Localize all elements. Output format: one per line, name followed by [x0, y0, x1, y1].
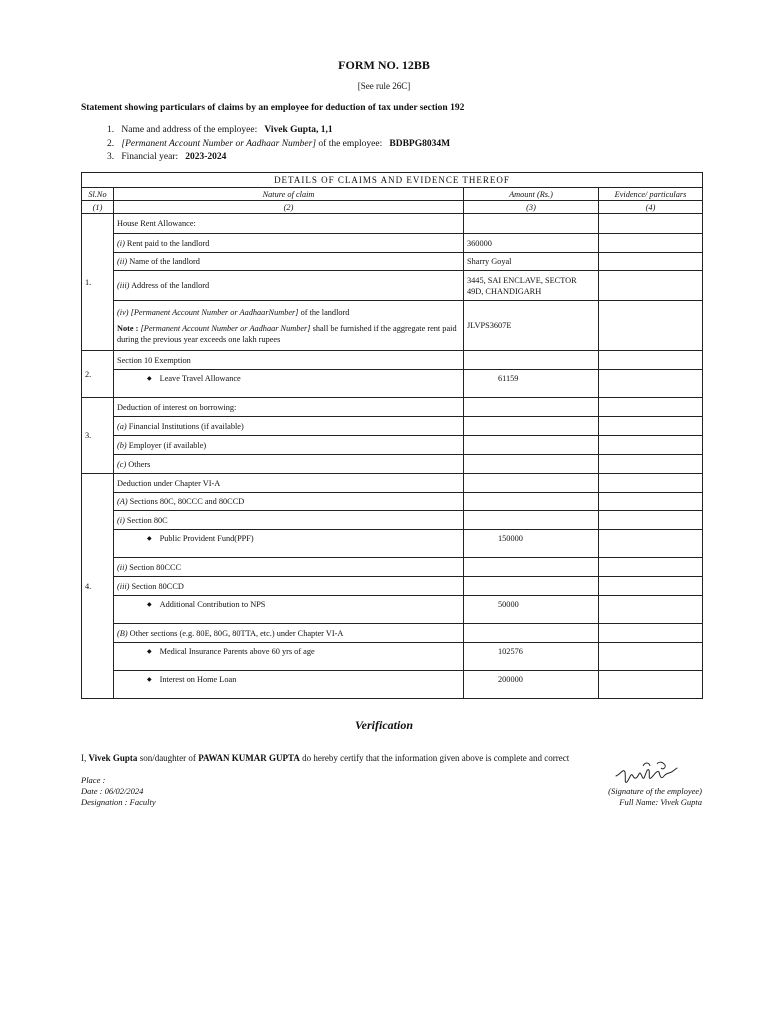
verification-title: Verification	[354, 718, 413, 732]
header-nature: Nature of claim	[114, 188, 464, 201]
full-name-label: Full Name: Vivek Gupta	[619, 797, 702, 807]
table-row: (a) Financial Institutions (if available)	[82, 417, 703, 436]
medical-amount: 102576	[464, 643, 599, 671]
landlord-pan: JLVPS3607E	[464, 301, 599, 351]
signature-image	[613, 758, 679, 788]
financial-year: 2023-2024	[185, 152, 227, 162]
table-row: ◆ Additional Contribution to NPS 50000	[82, 596, 703, 624]
table-row: ◆ Medical Insurance Parents above 60 yrs of age 102576	[82, 643, 703, 671]
certification-text: I, Vivek Gupta son/daughter of PAWAN KUMAR GUPTA do hereby certify that the information given above is complete and correct	[81, 753, 570, 763]
table-row: (i) Rent paid to the landlord 360000	[82, 234, 703, 253]
table-row: (iv) [Permanent Account Number or AadhaarNumber] of the landlord Note : [Permanent Account Number or Aadhaar Number] shall be furnished if the aggregate rent paid during the previous year exceeds one lakh rupees JLVPS3607E	[82, 301, 703, 351]
lta-amount: 61159	[464, 370, 599, 398]
employee-name-line: 1. Name and address of the employee: Vivek Gupta, 1,1	[107, 125, 333, 135]
table-row: (B) Other sections (e.g. 80E, 80G, 80TTA, etc.) under Chapter VI-A	[82, 624, 703, 643]
table-row: 4. Deduction under Chapter VI-A	[82, 474, 703, 493]
form-title: FORM NO. 12BB	[338, 58, 430, 72]
date-label: Date : 06/02/2024	[81, 786, 144, 796]
landlord-name: Sharry Goyal	[464, 253, 599, 271]
ppf-amount: 150000	[464, 530, 599, 558]
employee-name: Vivek Gupta, 1,1	[264, 125, 333, 135]
home-loan-amount: 200000	[464, 671, 599, 699]
header-evidence: Evidence/ particulars	[599, 188, 703, 201]
table-row: ◆ Public Provident Fund(PPF) 150000	[82, 530, 703, 558]
table-row: 3. Deduction of interest on borrowing:	[82, 398, 703, 417]
table-row: (b) Employer (if available)	[82, 436, 703, 455]
statement-heading: Statement showing particulars of claims by an employee for deduction of tax under section 192	[81, 103, 465, 113]
designation-label: Designation : Faculty	[81, 797, 156, 807]
table-row: (ii) Section 80CCC	[82, 558, 703, 577]
financial-year-line: 3. Financial year: 2023-2024	[107, 152, 227, 162]
claims-table: DETAILS OF CLAIMS AND EVIDENCE THEREOF Sl.No Nature of claim Amount (Rs.) Evidence/ particulars (1) (2) (3) (4) 1. House Rent Allowance: (i) Rent paid to the landlord 360000 (ii) Name of the landlord Sharry Goyal (iii) Address of the landlord 3445, SAI ENCLAVE, SECTOR 49D, CHANDIGARH (iv) [Permanent Account Number or AadhaarNumber] of the landlord Note : [Permanent Account Number or Aadhaar Number] shall be furnished if the aggregate rent paid during the previous year exceeds one lakh rupees JLVPS3607E 2. Section 10 Exemption ◆ Leave Travel Allowance 61159 3. Deduction of interest on borrowing: (a) Financial Institutions (if available) (b) Employer (if available) (c) Others 4. Deduction under Chapter VI-A (A) Sections 80C, 80CCC and 80CCD (i) Section 80C ◆ Public Provident Fund(PPF) 150000 (ii) Section 80CCC (iii) Section 80CCD ◆ Additional Contribution to NPS 50000 (B) Other sections (e.g. 80E, 80G, 80TTA, etc.) under Chapter VI-A ◆ Medical Insurance Parents above 60 yrs of age 102576 ◆ Interest on Home Loan 200000	[81, 172, 703, 699]
employee-pan: BDBPG8034M	[389, 139, 451, 149]
place-label: Place :	[81, 775, 106, 785]
nps-amount: 50000	[464, 596, 599, 624]
table-row: (ii) Name of the landlord Sharry Goyal	[82, 253, 703, 271]
header-amount: Amount (Rs.)	[464, 188, 599, 201]
signature-label: (Signature of the employee)	[608, 786, 702, 796]
employee-pan-line: 2. [Permanent Account Number or Aadhaar Number] of the employee: BDBPG8034M	[107, 139, 451, 149]
rule-reference: [See rule 26C]	[357, 81, 411, 91]
table-row: ◆ Leave Travel Allowance 61159	[82, 370, 703, 398]
table-row: 1. House Rent Allowance:	[82, 214, 703, 234]
table-row: (iii) Address of the landlord 3445, SAI ENCLAVE, SECTOR 49D, CHANDIGARH	[82, 271, 703, 301]
table-row: ◆ Interest on Home Loan 200000	[82, 671, 703, 699]
landlord-address: 3445, SAI ENCLAVE, SECTOR 49D, CHANDIGARH	[464, 271, 599, 301]
table-row: (c) Others	[82, 455, 703, 474]
table-row: 2. Section 10 Exemption	[82, 351, 703, 370]
header-slno: Sl.No	[82, 188, 114, 201]
table-row: (i) Section 80C	[82, 511, 703, 530]
rent-amount: 360000	[464, 234, 599, 253]
table-caption: DETAILS OF CLAIMS AND EVIDENCE THEREOF	[82, 173, 703, 188]
table-row: (A) Sections 80C, 80CCC and 80CCD	[82, 493, 703, 511]
table-row: (iii) Section 80CCD	[82, 577, 703, 596]
